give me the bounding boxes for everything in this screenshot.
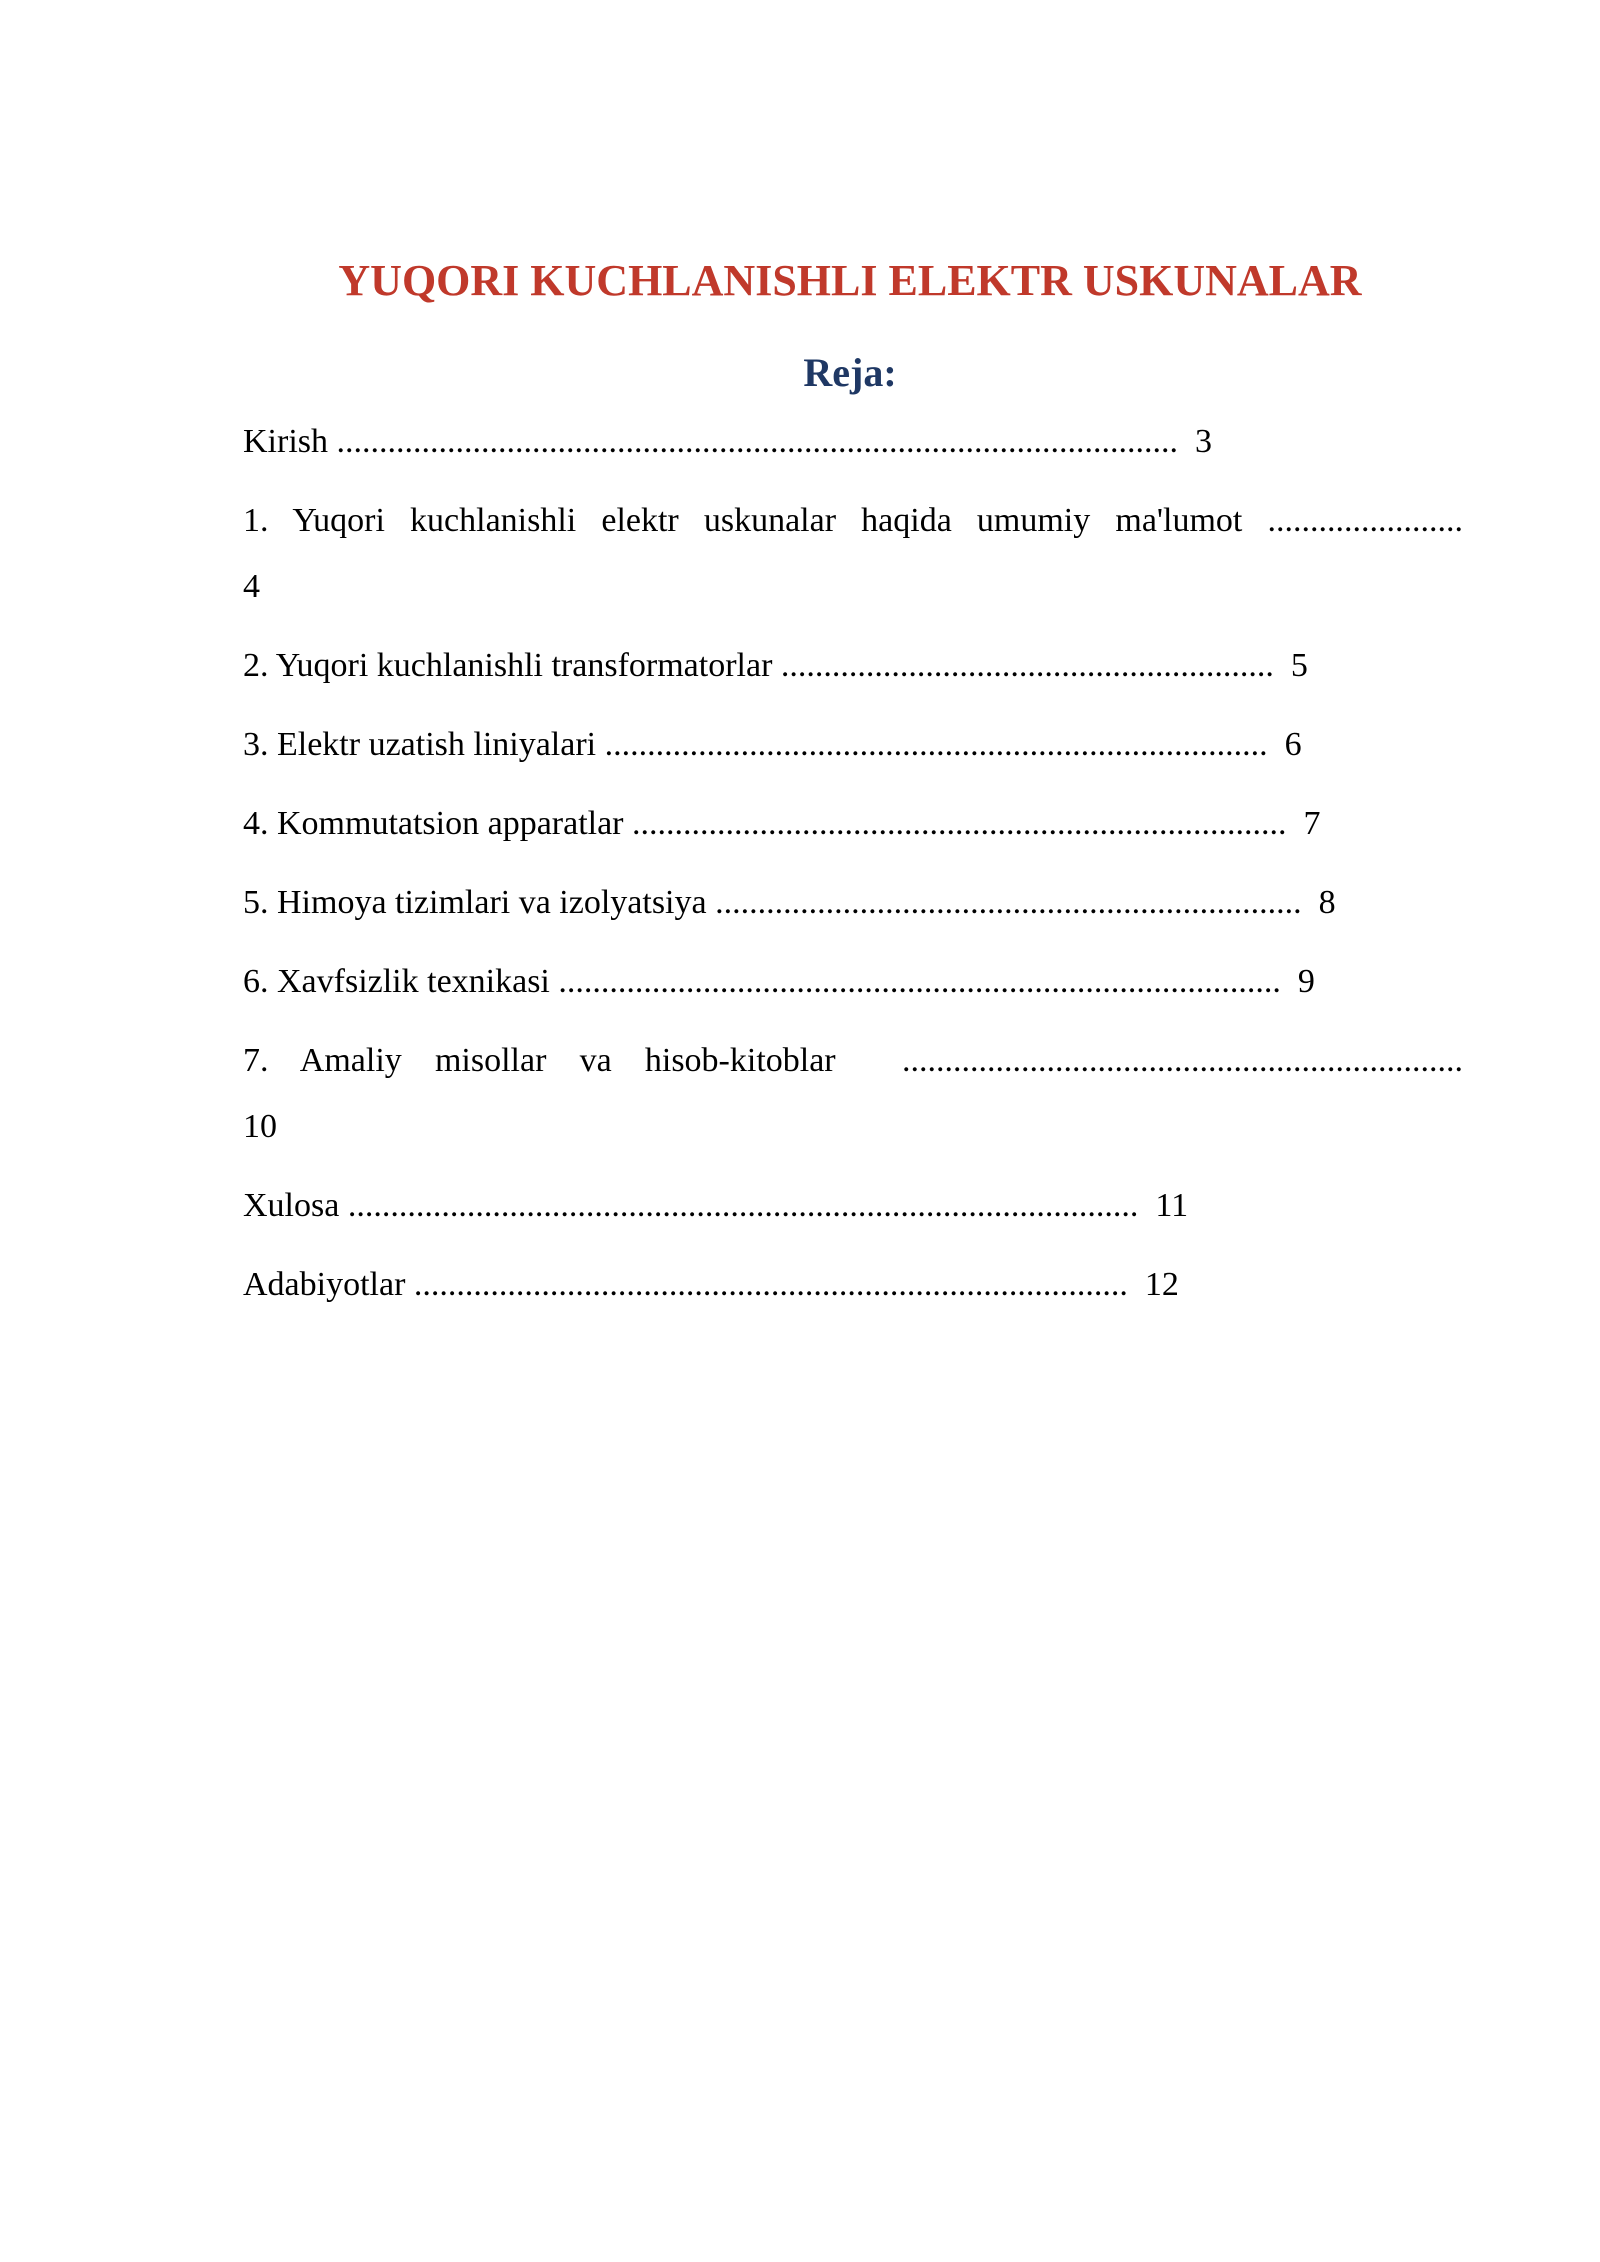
toc-entry-leader: ................................................................................................... — [328, 423, 1178, 460]
toc-entry-leader: ..................................................................................... — [549, 963, 1281, 1000]
plan-heading: Reja: — [803, 350, 897, 395]
toc-entry-leader: ..................................................................... — [706, 884, 1302, 921]
toc-entry-section-6 — [243, 962, 1315, 1002]
toc-entry-xulosa — [243, 1186, 1188, 1226]
toc-entry-label: 7. Amaliy misollar va hisob-kitoblar — [243, 1042, 836, 1079]
toc-entry-kirish — [243, 422, 1212, 462]
toc-entry-leader: ............................................................................................. — [339, 1187, 1139, 1224]
toc-entry-adabiyotlar — [243, 1265, 1179, 1305]
toc-entry-label: Xulosa — [243, 1187, 340, 1224]
toc-entry-label: 3. Elektr uzatish liniyalari — [243, 726, 597, 763]
toc-entry-page: 5 — [1273, 647, 1308, 684]
toc-entry-page: 8 — [1301, 884, 1336, 921]
toc-entry-section-7 — [243, 1041, 1463, 1147]
toc-entry-section-1 — [243, 501, 1463, 607]
toc-entry-label: 6. Xavfsizlik texnikasi — [243, 963, 550, 1000]
toc-entry-page: 4 — [243, 568, 260, 605]
toc-entry-label: 5. Himoya tizimlari va izolyatsiya — [243, 884, 707, 921]
toc-entry-page: 7 — [1286, 805, 1321, 842]
toc-entry-leader: .......................................................... — [772, 647, 1274, 684]
toc-entry-line — [243, 1041, 1463, 1081]
toc-entry-leader: ....................... — [1242, 502, 1463, 539]
toc-entry-leader: .................................................................................... — [405, 1266, 1128, 1303]
toc-entry-label: 4. Kommutatsion apparatlar — [243, 805, 624, 842]
toc-entry-label: Kirish — [243, 423, 328, 460]
toc-entry-page: 3 — [1178, 423, 1212, 460]
toc-entry-page: 9 — [1280, 963, 1315, 1000]
toc-entry-section-2 — [243, 646, 1308, 686]
toc-entry-leader: .............................................................................. — [596, 726, 1268, 763]
toc-entry-line — [243, 501, 1463, 541]
toc-entry-label: 2. Yuqori kuchlanishli transformatorlar — [243, 647, 773, 684]
toc-entry-page: 6 — [1267, 726, 1302, 763]
toc-entry-page: 12 — [1127, 1266, 1179, 1303]
toc-entry-page: 11 — [1138, 1187, 1189, 1224]
toc-entry-leader: ............................................................................. — [623, 805, 1287, 842]
toc-entry-leader: .................................................................. — [835, 1042, 1463, 1079]
toc-entry-page: 10 — [243, 1108, 277, 1145]
toc-entry-section-5 — [243, 883, 1336, 923]
document-title: YUQORI KUCHLANISHLI ELEKTR USKUNALAR — [338, 256, 1362, 305]
toc-entry-label: 1. Yuqori kuchlanishli elektr uskunalar haqida umumiy ma'lumot — [243, 502, 1243, 539]
toc-entry-label: Adabiyotlar — [243, 1266, 406, 1303]
toc-entry-section-3 — [243, 725, 1302, 765]
toc-entry-section-4 — [243, 804, 1321, 844]
